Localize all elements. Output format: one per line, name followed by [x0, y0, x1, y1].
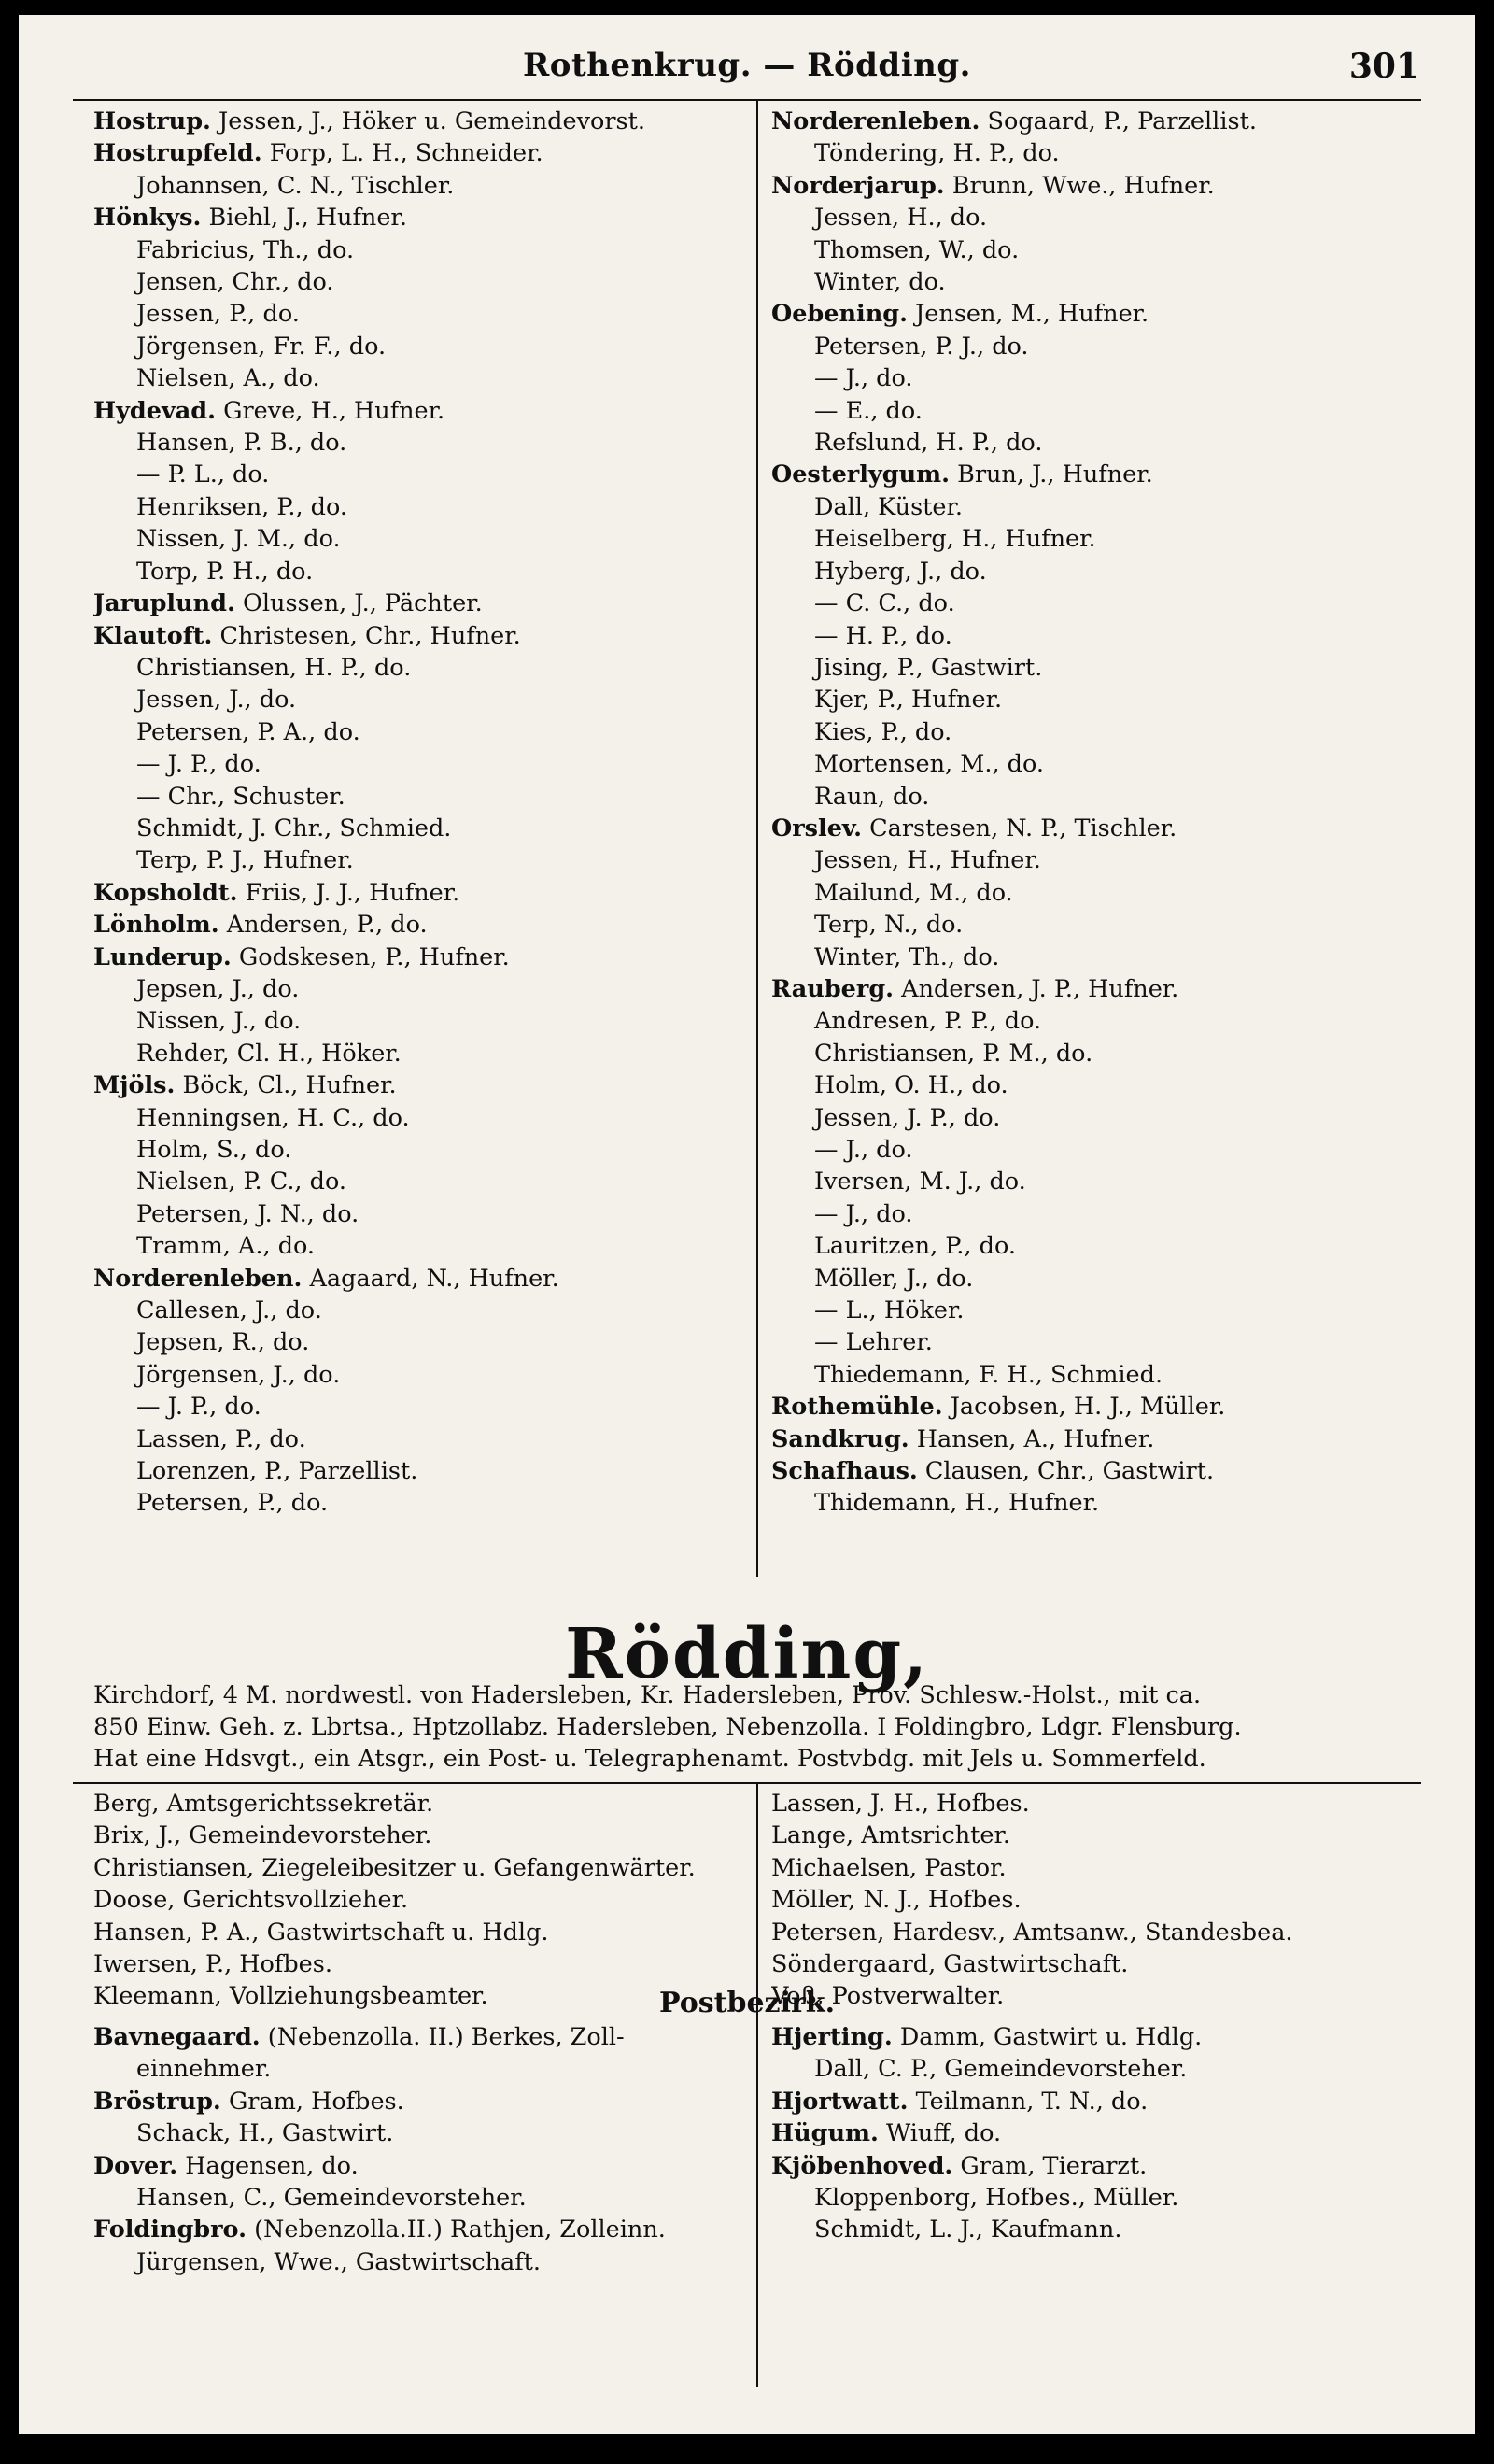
resident-entry: — J., do. [814, 1199, 913, 1228]
resident-entry: Godskesen, P., Hufner. [238, 942, 510, 971]
place-name: Foldingbro. [93, 2216, 247, 2245]
directory-entry [93, 137, 749, 169]
directory-entry [771, 1166, 1425, 1197]
resident-entry: Christesen, Chr., Hufner. [219, 621, 521, 650]
place-name: Hjerting. [771, 2023, 893, 2051]
directory-entry [93, 813, 749, 844]
resident-entry: Jessen, H., do. [814, 204, 988, 233]
directory-entry [771, 1295, 1425, 1326]
directory-entry [93, 1455, 749, 1487]
resident-entry: (Nebenzolla.II.) Rathjen, Zolleinn. [254, 2216, 666, 2245]
directory-entry [93, 748, 749, 780]
directory-entry [771, 362, 1425, 394]
directory-entry [771, 684, 1425, 715]
middle-left-column [93, 1788, 749, 2013]
directory-entry [93, 331, 749, 362]
directory-entry [771, 877, 1425, 909]
resident-entry: Friis, J. J., Hufner. [245, 878, 460, 907]
place-name: Klautoft. [93, 621, 213, 650]
place-name: Kjöbenhoved. [771, 2151, 953, 2180]
directory-entry [771, 1230, 1425, 1262]
resident-entry: Jörgensen, J., do. [136, 1360, 341, 1389]
directory-entry [93, 877, 749, 909]
place-name: Rothemühle. [771, 1393, 943, 1422]
resident-entry: Rehder, Cl. H., Höker. [136, 1039, 402, 1068]
directory-entry [93, 1134, 749, 1166]
resident-entry: — J. P., do. [136, 1393, 261, 1422]
directory-entry [771, 652, 1425, 684]
place-name: Schafhaus. [771, 1457, 918, 1486]
resident-entry: Schack, H., Gastwirt. [136, 2119, 394, 2148]
resident-entry: Damm, Gastwirt u. Hdlg. [899, 2023, 1203, 2051]
directory-entry [93, 781, 749, 813]
resident-entry: Jising, P., Gastwirt. [814, 653, 1043, 682]
resident-entry: Jessen, H., Hufner. [814, 846, 1041, 875]
section-title: Rödding, [565, 1614, 929, 1694]
directory-entry [771, 331, 1425, 362]
directory-entry [771, 2150, 1425, 2182]
directory-entry [93, 395, 749, 427]
resident-entry: Petersen, J. N., do. [136, 1199, 359, 1228]
resident-entry: Schmidt, L. J., Kaufmann. [814, 2216, 1122, 2245]
resident-entry: Möller, J., do. [814, 1264, 974, 1293]
resident-entry: — H. P., do. [814, 621, 952, 650]
resident-entry: Aagaard, N., Hufner. [309, 1264, 559, 1293]
place-name: Sandkrug. [771, 1424, 909, 1453]
resident-entry: Sogaard, P., Parzellist. [987, 107, 1257, 135]
resident-entry: Terp, P. J., Hufner. [136, 846, 354, 875]
resident-entry: Jessen, J., do. [136, 686, 297, 715]
directory-entry [93, 106, 749, 137]
place-name: Norderjarup. [771, 171, 945, 200]
resident-entry: Torp, P. H., do. [136, 557, 314, 586]
resident-entry: — C. C., do. [814, 589, 955, 618]
resident-entry: — E., do. [814, 396, 923, 425]
directory-entry [771, 556, 1425, 588]
directory-entry [93, 2182, 749, 2214]
directory-entry [93, 491, 749, 523]
place-name: Norderenleben. [93, 1264, 303, 1293]
resident-entry: Petersen, P. A., do. [136, 717, 360, 746]
place-name: Oebening. [771, 300, 908, 329]
directory-entry [771, 2021, 1425, 2053]
directory-entry [771, 748, 1425, 780]
resident-entry: Winter, Th., do. [814, 942, 1000, 971]
directory-entry [771, 234, 1425, 266]
resident-entry: Jacobsen, H. J., Müller. [950, 1393, 1226, 1422]
resident-entry: Lauritzen, P., do. [814, 1232, 1016, 1261]
resident-entry: Jörgensen, Fr. F., do. [136, 332, 387, 361]
resident-entry: Michaelsen, Pastor. [771, 1853, 1007, 1882]
resident-entry: Kjer, P., Hufner. [814, 686, 1003, 715]
directory-entry [771, 588, 1425, 619]
resident-entry: Kies, P., do. [814, 717, 952, 746]
directory-entry [93, 1359, 749, 1391]
directory-entry [771, 909, 1425, 941]
intro-line: Kirchdorf, 4 M. nordwestl. von Hadersleben, Kr. Hadersleben, Prov. Schlesw.-Holst., mit ca. [93, 1681, 1202, 1709]
directory-entry [771, 2214, 1425, 2245]
resident-entry: Callesen, J., do. [136, 1296, 322, 1325]
directory-entry [93, 973, 749, 1005]
directory-entry [771, 2086, 1425, 2117]
resident-entry: Petersen, Hardesv., Amtsanw., Standesbea. [771, 1918, 1293, 1947]
resident-entry: Heiselberg, H., Hufner. [814, 525, 1096, 554]
section-rule [73, 1782, 1421, 1784]
resident-entry: Brix, J., Gemeindevorsteher. [93, 1821, 432, 1850]
place-name: Mjöls. [93, 1071, 176, 1100]
directory-entry [771, 523, 1425, 555]
place-name: Lunderup. [93, 942, 232, 971]
directory-entry [771, 427, 1425, 459]
directory-entry [93, 620, 749, 652]
resident-entry: Töndering, H. P., do. [814, 139, 1060, 168]
directory-entry [93, 2246, 749, 2278]
resident-entry: Jepsen, J., do. [136, 974, 300, 1003]
directory-entry [93, 1166, 749, 1197]
intro-line: Hat eine Hdsvgt., ein Atsgr., ein Post- u. Telegraphenamt. Postvbdg. mit Jels u. Sommerfeld. [93, 1745, 1206, 1773]
resident-entry: Kleemann, Vollziehungsbeamter. [93, 1982, 488, 2011]
resident-entry: (Nebenzolla. II.) Berkes, Zoll- [267, 2023, 625, 2051]
resident-entry: Jessen, J., Höker u. Gemeindevorst. [218, 107, 645, 135]
resident-entry: Hansen, A., Hufner. [916, 1424, 1155, 1453]
directory-entry [93, 234, 749, 266]
resident-entry: — Lehrer. [814, 1328, 933, 1357]
resident-entry: Greve, H., Hufner. [223, 396, 445, 425]
resident-entry: Thiedemann, F. H., Schmied. [814, 1360, 1163, 1389]
resident-entry: Hyberg, J., do. [814, 557, 987, 586]
directory-entry [771, 106, 1425, 137]
resident-entry: Jensen, M., Hufner. [915, 300, 1149, 329]
place-name: Hönkys. [93, 204, 202, 233]
place-name: Oesterlygum. [771, 460, 950, 489]
directory-entry [93, 1295, 749, 1326]
directory-entry [93, 1198, 749, 1230]
directory-entry [771, 1487, 1425, 1519]
resident-entry: Möller, N. J., Hofbes. [771, 1886, 1022, 1915]
resident-entry: Hagensen, do. [185, 2151, 359, 2180]
directory-entry [771, 1198, 1425, 1230]
directory-entry [93, 909, 749, 941]
resident-entry: Raun, do. [814, 782, 930, 811]
place-name: Hydevad. [93, 396, 217, 425]
postbezirk-heading: Postbezirk. [658, 1987, 836, 2019]
directory-entry [93, 2086, 749, 2117]
directory-entry [93, 716, 749, 748]
resident-entry: Henriksen, P., do. [136, 492, 348, 521]
resident-entry: Brun, J., Hufner. [957, 460, 1153, 489]
upper-column-divider [756, 101, 758, 1577]
resident-entry: Christiansen, H. P., do. [136, 653, 412, 682]
resident-entry: — L., Höker. [814, 1296, 965, 1325]
resident-entry: — P. L., do. [136, 460, 270, 489]
resident-entry: Mailund, M., do. [814, 878, 1013, 907]
resident-entry: Nielsen, P. C., do. [136, 1168, 346, 1197]
resident-entry: Teilmann, T. N., do. [915, 2087, 1149, 2116]
place-name: Kopsholdt. [93, 878, 238, 907]
directory-entry [93, 459, 749, 490]
directory-entry [93, 202, 749, 234]
directory-entry [771, 1005, 1425, 1037]
directory-entry [771, 202, 1425, 234]
directory-entry [93, 1069, 749, 1101]
directory-entry [771, 1423, 1425, 1455]
directory-entry [93, 266, 749, 298]
resident-entry: — Chr., Schuster. [136, 782, 345, 811]
directory-entry [93, 1102, 749, 1134]
directory-entry [771, 1263, 1425, 1295]
resident-entry: Andersen, J. P., Hufner. [901, 974, 1179, 1003]
directory-entry [771, 973, 1425, 1005]
resident-entry: Carstesen, N. P., Tischler. [869, 814, 1177, 843]
resident-entry: Terp, N., do. [814, 911, 964, 940]
place-name: Hostrupfeld. [93, 139, 262, 168]
directory-entry [93, 556, 749, 588]
place-name: Norderenleben. [771, 107, 980, 135]
resident-entry: Holm, O. H., do. [814, 1071, 1008, 1100]
directory-entry [771, 266, 1425, 298]
resident-entry: Mortensen, M., do. [814, 750, 1044, 779]
resident-entry: Winter, do. [814, 268, 946, 297]
resident-entry: Johannsen, C. N., Tischler. [136, 171, 455, 200]
resident-entry: Jepsen, R., do. [136, 1328, 310, 1357]
running-head: Rothenkrug. — Rödding. [523, 47, 971, 84]
page-header [75, 47, 1419, 92]
directory-entry [771, 781, 1425, 813]
directory-entry [93, 1391, 749, 1423]
directory-entry [771, 942, 1425, 973]
resident-entry: Lassen, J. H., Hofbes. [771, 1790, 1030, 1818]
resident-entry: einnehmer. [136, 2055, 272, 2084]
directory-entry [771, 395, 1425, 427]
resident-entry: Böck, Cl., Hufner. [182, 1071, 397, 1100]
resident-entry: Schmidt, J. Chr., Schmied. [136, 814, 452, 843]
directory-entry [93, 1263, 749, 1295]
directory-entry [771, 2182, 1425, 2214]
directory-entry [771, 1038, 1425, 1069]
directory-entry [93, 1423, 749, 1455]
resident-entry: Hansen, P. A., Gastwirtschaft u. Hdlg. [93, 1918, 549, 1947]
directory-entry [771, 1326, 1425, 1358]
resident-entry: Lange, Amtsrichter. [771, 1821, 1010, 1850]
resident-entry: Olussen, J., Pächter. [242, 589, 483, 618]
directory-entry [93, 2053, 749, 2085]
upper-left-column [93, 106, 749, 1520]
directory-entry [93, 588, 749, 619]
directory-entry [93, 942, 749, 973]
directory-entry [93, 844, 749, 876]
directory-entry [93, 652, 749, 684]
postbezirk-right-column [771, 2021, 1425, 2246]
place-name: Rauberg. [771, 974, 895, 1003]
resident-entry: Tramm, A., do. [136, 1232, 316, 1261]
resident-entry: Nissen, J. M., do. [136, 525, 341, 554]
resident-entry: Thomsen, W., do. [814, 235, 1020, 264]
directory-entry [93, 2150, 749, 2182]
place-name: Bavnegaard. [93, 2023, 261, 2051]
place-name: Hjortwatt. [771, 2087, 909, 2116]
directory-entry [771, 491, 1425, 523]
place-name: Hügum. [771, 2119, 879, 2148]
place-name: Hostrup. [93, 107, 211, 135]
directory-entry [93, 1005, 749, 1037]
upper-right-column [771, 106, 1425, 1520]
resident-entry: Holm, S., do. [136, 1136, 292, 1164]
resident-entry: Petersen, P. J., do. [814, 332, 1029, 361]
resident-entry: Jürgensen, Wwe., Gastwirtschaft. [136, 2247, 542, 2276]
resident-entry: — J., do. [814, 364, 913, 393]
resident-entry: Jensen, Chr., do. [136, 268, 334, 297]
directory-entry [93, 1326, 749, 1358]
directory-entry [771, 1455, 1425, 1487]
directory-entry [93, 1038, 749, 1069]
resident-entry: Andersen, P., do. [226, 911, 428, 940]
directory-entry [771, 170, 1425, 202]
place-name: Bröstrup. [93, 2087, 221, 2116]
resident-entry: Nissen, J., do. [136, 1007, 302, 1036]
directory-entry [771, 2117, 1425, 2149]
directory-entry [93, 2117, 749, 2149]
directory-entry [771, 1102, 1425, 1134]
place-name: Lönholm. [93, 911, 219, 940]
resident-entry: Forp, L. H., Schneider. [269, 139, 543, 168]
resident-entry: Jessen, P., do. [136, 300, 300, 329]
resident-entry: Nielsen, A., do. [136, 364, 320, 393]
place-name: Dover. [93, 2151, 178, 2180]
directory-entry [93, 362, 749, 394]
resident-entry: Jessen, J. P., do. [814, 1103, 1001, 1132]
directory-entry [93, 1487, 749, 1519]
resident-entry: Voß, Postverwalter. [771, 1982, 1005, 2011]
resident-entry: Andresen, P. P., do. [814, 1007, 1042, 1036]
directory-entry [771, 1069, 1425, 1101]
directory-entry [93, 684, 749, 715]
lower-column-divider [756, 2023, 758, 2387]
directory-entry [771, 1134, 1425, 1166]
resident-entry: Wiuff, do. [885, 2119, 1002, 2148]
resident-entry: Dall, C. P., Gemeindevorsteher. [814, 2055, 1188, 2084]
page-number: 301 [1348, 47, 1419, 86]
resident-entry: Gram, Tierarzt. [960, 2151, 1148, 2180]
resident-entry: Hansen, C., Gemeindevorsteher. [136, 2184, 527, 2213]
resident-entry: Thidemann, H., Hufner. [814, 1489, 1100, 1518]
resident-entry: Lorenzen, P., Parzellist. [136, 1457, 418, 1486]
postbezirk-left-column [93, 2021, 749, 2278]
resident-entry: Fabricius, Th., do. [136, 235, 355, 264]
directory-entry [771, 137, 1425, 169]
resident-entry: Lassen, P., do. [136, 1424, 306, 1453]
resident-entry: Petersen, P., do. [136, 1489, 329, 1518]
resident-entry: — J., do. [814, 1136, 913, 1164]
directory-entry [771, 813, 1425, 844]
directory-entry [771, 298, 1425, 330]
resident-entry: Söndergaard, Gastwirtschaft. [771, 1950, 1129, 1979]
resident-entry: Doose, Gerichtsvollzieher. [93, 1886, 409, 1915]
resident-entry: Gram, Hofbes. [228, 2087, 404, 2116]
section-intro [93, 1679, 1406, 1775]
intro-line: 850 Einw. Geh. z. Lbrtsa., Hptzollabz. Hadersleben, Nebenzolla. I Foldingbro, Ldgr. Flensburg. [93, 1713, 1242, 1741]
directory-entry [93, 1230, 749, 1262]
resident-entry: Hansen, P. B., do. [136, 429, 347, 458]
resident-entry: Christiansen, Ziegeleibesitzer u. Gefangenwärter. [93, 1853, 696, 1882]
directory-entry [771, 716, 1425, 748]
directory-entry [93, 427, 749, 459]
directory-entry [771, 2053, 1425, 2085]
place-name: Jaruplund. [93, 589, 235, 618]
directory-entry [771, 844, 1425, 876]
resident-entry: Iversen, M. J., do. [814, 1168, 1026, 1197]
resident-entry: Refslund, H. P., do. [814, 429, 1043, 458]
header-rule [73, 99, 1421, 101]
resident-entry: Iwersen, P., Hofbes. [93, 1950, 332, 1979]
resident-entry: Biehl, J., Hufner. [208, 204, 407, 233]
directory-entry [771, 1391, 1425, 1423]
resident-entry: Kloppenborg, Hofbes., Müller. [814, 2184, 1179, 2213]
resident-entry: Dall, Küster. [814, 492, 964, 521]
resident-entry: Clausen, Chr., Gastwirt. [924, 1457, 1215, 1486]
resident-entry: Brunn, Wwe., Hufner. [951, 171, 1215, 200]
resident-entry: Henningsen, H. C., do. [136, 1103, 410, 1132]
directory-entry [771, 620, 1425, 652]
directory-entry [93, 2021, 749, 2053]
middle-right-column [771, 1788, 1425, 2013]
directory-entry [771, 1359, 1425, 1391]
directory-entry [93, 2214, 749, 2245]
directory-page [19, 15, 1475, 2434]
directory-entry [93, 298, 749, 330]
resident-entry: Berg, Amtsgerichtssekretär. [93, 1790, 434, 1818]
resident-entry: — J. P., do. [136, 750, 261, 779]
resident-entry: Christiansen, P. M., do. [814, 1039, 1093, 1068]
directory-entry [93, 523, 749, 555]
directory-entry [771, 459, 1425, 490]
directory-entry [93, 170, 749, 202]
place-name: Orslev. [771, 814, 863, 843]
